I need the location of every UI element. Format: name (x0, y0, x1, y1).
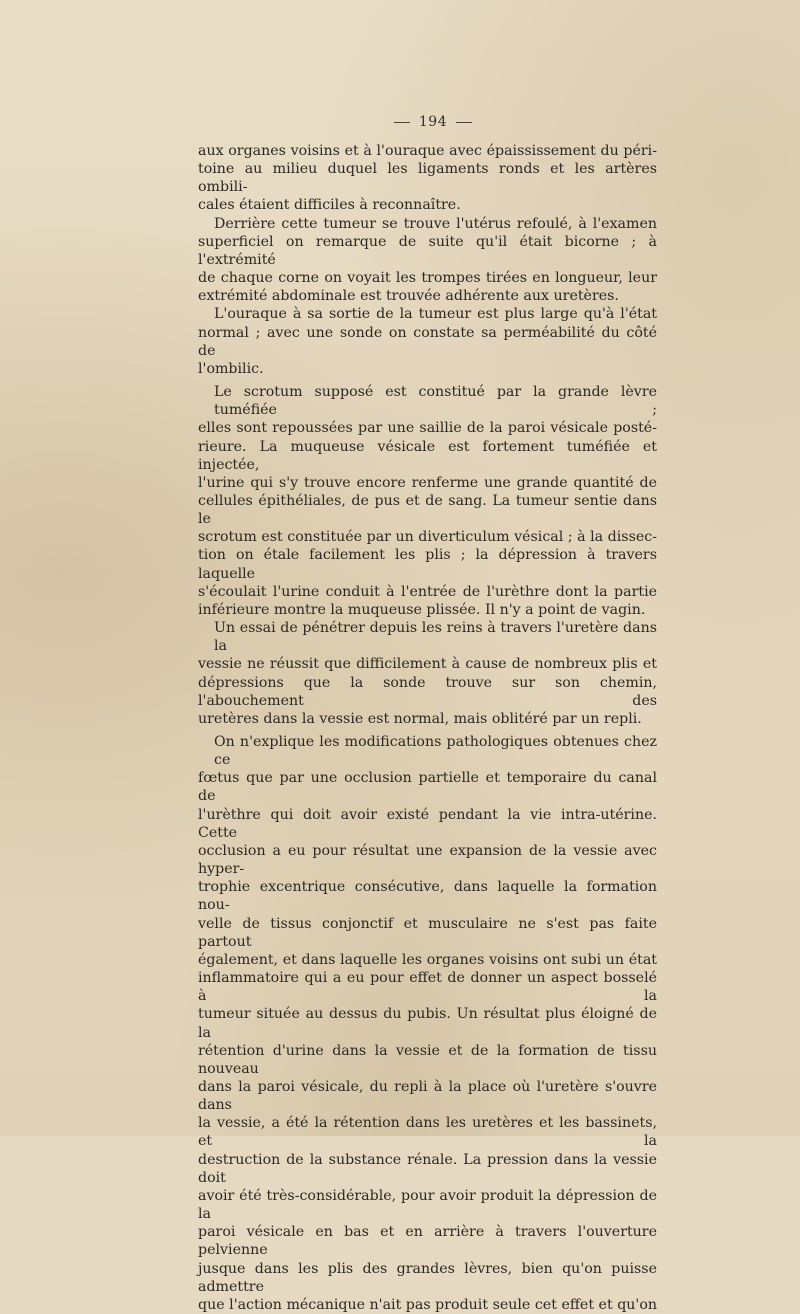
text-line: vessie ne réussit que difficilement à cause de nombreux plis et (198, 656, 657, 673)
text-line: que l'action mécanique n'ait pas produit seule cet effet et qu'on (198, 1296, 657, 1313)
text-line: l'urine qui s'y trouve encore renferme une grande quantité de (198, 474, 657, 491)
text-line: de chaque corne on voyait les trompes tirées en longueur, leur (198, 270, 657, 287)
text-line: toine au milieu duquel les ligaments ronds et les artères ombili- (198, 161, 657, 196)
text-line: destruction de la substance rénale. La pression dans la vessie doit (198, 1151, 657, 1186)
text-line: cellules épithéliales, de pus et de sang. La tumeur sentie dans le (198, 492, 657, 528)
text-line: uretères dans la vessie est normal, mais oblitéré par un repli. (198, 710, 642, 727)
text-line: l'urèthre qui doit avoir existé pendant la vie intra-utérine. Cette (198, 806, 657, 841)
text-line: s'écoulait l'urine conduit à l'entrée de l'urèthre dont la partie (198, 583, 657, 600)
text-line: L'ouraque à sa sortie de la tumeur est plus large qu'à l'état (214, 306, 657, 323)
page-number-text: 194 (418, 114, 448, 130)
text-line: également, et dans laquelle les organes voisins ont subi un état (198, 951, 657, 968)
body-text (198, 142, 657, 1314)
text-line: normal ; avec une sonde on constate sa perméabilité du côté de (198, 324, 657, 359)
text-line: Le scrotum supposé est constitué par la grande lèvre tuméfiée ; (214, 384, 657, 419)
text-line: scrotum est constituée par un diverticulum vésical ; à la dissec- (198, 529, 657, 546)
text-line: la vessie, a été la rétention dans les uretères et les bassinets, et la (198, 1115, 657, 1150)
text-line: velle de tissus conjonctif et musculaire ne s'est pas faite partout (198, 915, 657, 950)
text-line: extrémité abdominale est trouvée adhérente aux uretères. (198, 288, 619, 305)
text-line: inflammatoire qui a eu pour effet de donner un aspect bosselé à la (198, 970, 657, 1005)
text-line: avoir été très-considérable, pour avoir produit la dépression de la (198, 1187, 657, 1223)
text-line: rétention d'urine dans la vessie et de la formation de tissu nouveau (198, 1042, 657, 1077)
text-line: inférieure montre la muqueuse plissée. Il n'y a point de vagin. (198, 601, 646, 618)
text-line: trophie excentrique consécutive, dans laquelle la formation nou- (198, 879, 657, 914)
text-line: On n'explique les modifications pathologiques obtenues chez ce (214, 734, 657, 769)
text-line: superficiel on remarque de suite qu'il était bicorne ; à l'extrémité (198, 233, 657, 268)
page-number (0, 114, 800, 130)
text-line: aux organes voisins et à l'ouraque avec épaississement du péri- (198, 143, 657, 159)
text-line: dans la paroi vésicale, du repli à la place où l'uretère s'ouvre dans (198, 1078, 657, 1114)
text-line: l'ombilic. (198, 360, 264, 377)
text-line: cales étaient difficiles à reconnaître. (198, 197, 461, 214)
folio-dash-left (394, 122, 410, 123)
text-line: paroi vésicale en bas et en arrière à travers l'ouverture pelvienne (198, 1224, 657, 1259)
text-line: occlusion a eu pour résultat une expansion de la vessie avec hyper- (198, 842, 657, 878)
text-line: dépressions que la sonde trouve sur son chemin, l'abouchement des (198, 674, 657, 709)
text-line: rieure. La muqueuse vésicale est fortement tuméfiée et injectée, (198, 438, 657, 473)
folio-dash-right (456, 122, 472, 123)
text-line: jusque dans les plis des grandes lèvres, bien qu'on puisse admettre (198, 1260, 657, 1295)
text-line: tion on étale facilement les plis ; la dépression à travers laquelle (198, 547, 657, 582)
text-line: fœtus que par une occlusion partielle et temporaire du canal de (198, 770, 657, 805)
text-line: Un essai de pénétrer depuis les reins à travers l'uretère dans la (214, 620, 657, 655)
text-line: Derrière cette tumeur se trouve l'utérus refoulé, à l'examen (214, 215, 657, 232)
text-line: elles sont repoussées par une saillie de la paroi vésicale posté- (198, 420, 657, 437)
text-line: tumeur située au dessus du pubis. Un résultat plus éloigné de la (198, 1006, 657, 1041)
